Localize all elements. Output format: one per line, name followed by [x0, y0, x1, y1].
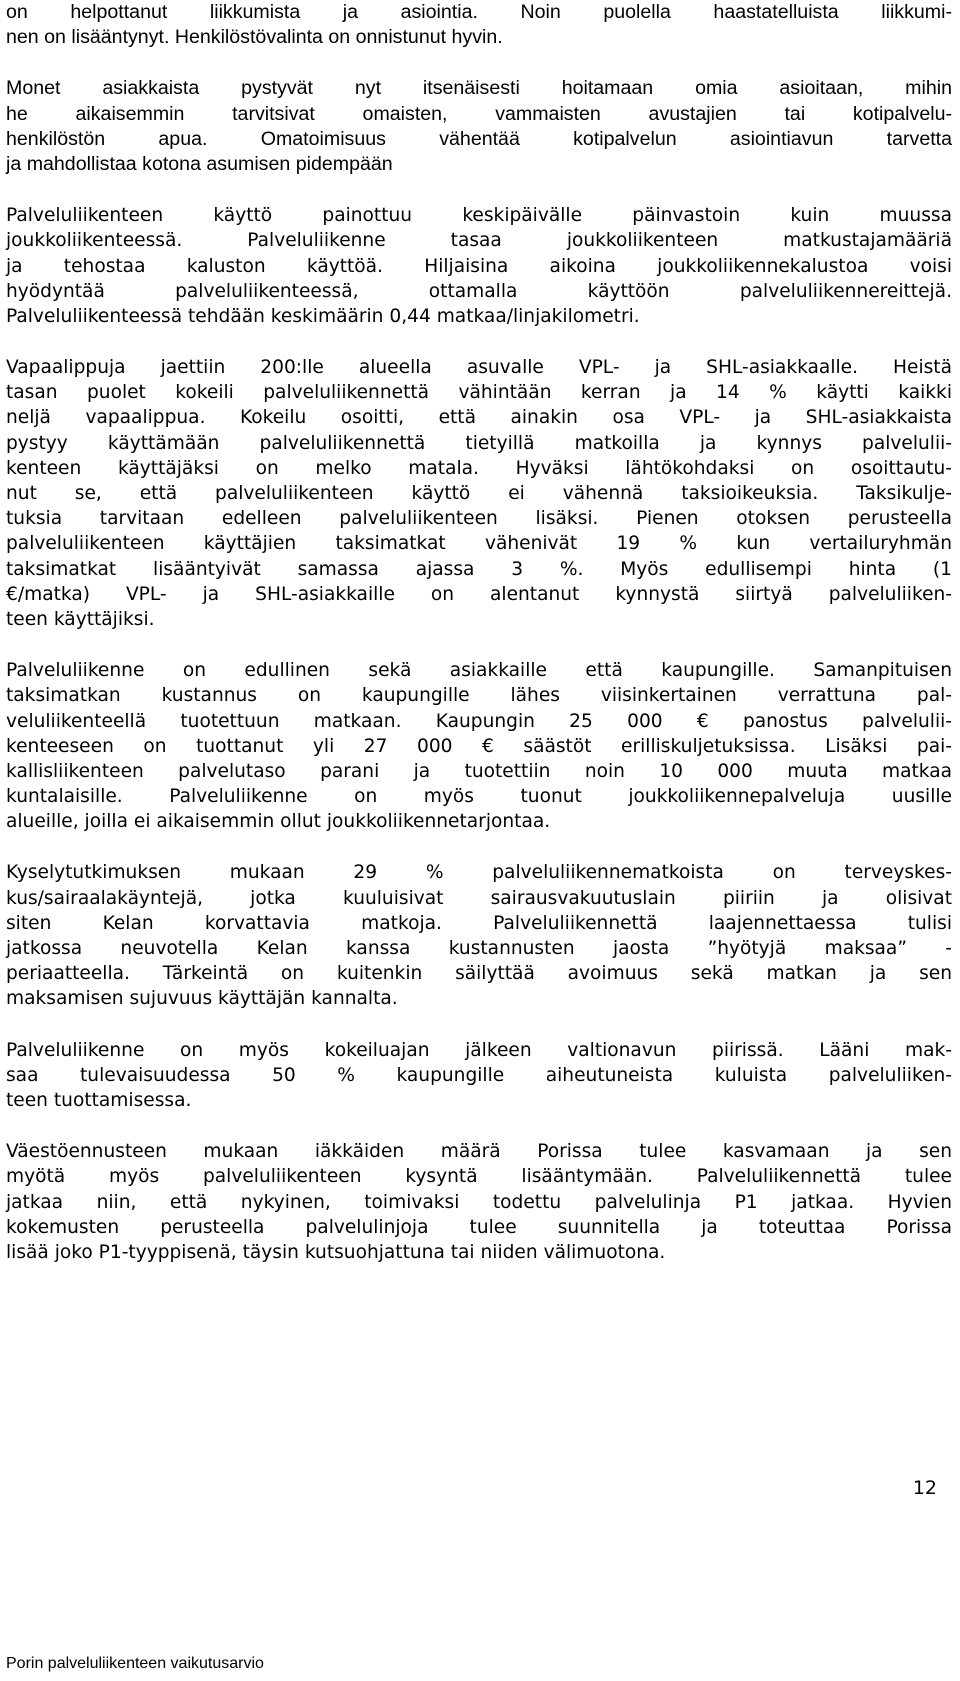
- text-line: taksimatkan kustannus on kaupungille lähes viisinkertainen verrattuna pal-: [6, 685, 952, 707]
- paragraph-spacing: [6, 329, 952, 355]
- text-line: maksamisen sujuvuus käyttäjän kannalta.: [6, 988, 398, 1010]
- text-line: taksimatkat lisääntyivät samassa ajassa 3 %. Myös edullisempi hinta (1: [6, 558, 952, 580]
- text-line: periaatteella. Tärkeintä on kuitenkin säilyttää avoimuus sekä matkan ja sen: [6, 963, 952, 985]
- text-line: kenteeseen on tuottanut yli 27 000 € säästöt erilliskuljetuksissa. Lisäksi pai-: [6, 735, 952, 757]
- text-line: veluliikenteellä tuotettuun matkaan. Kaupungin 25 000 € panostus palvelulii-: [6, 710, 952, 732]
- text-line: joukkoliikenteessä. Palveluliikenne tasaa joukkoliikenteen matkustajamääriä: [6, 230, 952, 252]
- text-line: jatkaa niin, että nykyinen, toimivaksi todettu palvelulinja P1 jatkaa. Hyvien: [6, 1191, 952, 1213]
- text-line: lisää joko P1-tyyppisenä, täysin kutsuohjattuna tai niiden välimuotona.: [6, 1241, 666, 1263]
- text-line: kuntalaisille. Palveluliikenne on myös tuonut joukkoliikennepalveluja uusille: [6, 786, 952, 808]
- page-footer: Porin palveluliikenteen vaikutusarvio: [6, 1655, 264, 1672]
- text-line: saa tulevaisuudessa 50 % kaupungille aiheutuneista kuluista palveluliiken-: [6, 1064, 952, 1086]
- document-body: [6, 0, 952, 1265]
- paragraph-spacing: [6, 834, 952, 860]
- paragraph-survey: [6, 860, 952, 1011]
- text-line: teen käyttäjiksi.: [6, 608, 155, 630]
- text-line: Palveluliikenteessä tehdään keskimäärin 0,44 matkaa/linjakilometri.: [6, 305, 640, 327]
- text-line: Palveluliikenteen käyttö painottuu keskipäivälle päinvastoin kuin muussa: [6, 205, 952, 227]
- paragraph-state-aid: [6, 1038, 952, 1114]
- paragraph-spacing: [6, 50, 952, 76]
- text-line: myötä myös palveluliikenteen kysyntä lisääntymään. Palveluliikennettä tulee: [6, 1166, 952, 1188]
- text-line: he aikaisemmin tarvitsivat omaisten, vammaisten avustajien tai kotipalvelu-: [6, 102, 952, 125]
- text-line: kallisliikenteen palvelutaso parani ja tuotettiin noin 10 000 muuta matkaa: [6, 760, 952, 782]
- text-line: kus/sairaalakäyntejä, jotka kuuluisivat sairausvakuutuslain piiriin ja olisivat: [6, 887, 952, 909]
- paragraph-spacing: [6, 1113, 952, 1139]
- text-line: tuksia tarvitaan edelleen palveluliikenteen lisäksi. Pienen otoksen perusteella: [6, 508, 952, 530]
- text-line: henkilöstön apua. Omatoimisuus vähentää kotipalvelun asiointiavun tarvetta: [6, 127, 952, 150]
- paragraph-independence: [6, 76, 952, 177]
- text-line: alueille, joilla ei aikaisemmin ollut joukkoliikennetarjontaa.: [6, 811, 551, 833]
- text-line: neljä vapaalippua. Kokeilu osoitti, että ainakin osa VPL- ja SHL-asiakkaista: [6, 407, 952, 429]
- text-line: kenteen käyttäjäksi on melko matala. Hyväksi lähtökohdaksi on osoittautu-: [6, 457, 952, 479]
- paragraph-usage-timing: [6, 203, 952, 329]
- text-line: teen tuottamisessa.: [6, 1089, 192, 1111]
- text-line: kokemusten perusteella palvelulinjoja tulee suunnitella ja toteuttaa Porissa: [6, 1216, 952, 1238]
- paragraph-spacing: [6, 632, 952, 658]
- text-line: Kyselytutkimuksen mukaan 29 % palveluliikennematkoista on terveyskes-: [6, 862, 952, 884]
- page-number: 12: [912, 1477, 937, 1499]
- text-line: ja mahdollistaa kotona asumisen pidempään: [6, 152, 393, 175]
- text-line: ja tehostaa kaluston käyttöä. Hiljaisina aikoina joukkoliikennekalustoa voisi: [6, 255, 952, 277]
- text-line: Palveluliikenne on myös kokeiluajan jälkeen valtionavun piirissä. Lääni mak-: [6, 1039, 952, 1061]
- paragraph-costs: [6, 658, 952, 834]
- paragraph-future: [6, 1139, 952, 1265]
- paragraph-spacing: [6, 1012, 952, 1038]
- text-line: jatkossa neuvotella Kelan kanssa kustannusten jaosta ”hyötyjä maksaa” -: [6, 938, 952, 959]
- text-line: Vapaalippuja jaettiin 200:lle alueella asuvalle VPL- ja SHL-asiakkaalle. Heistä: [6, 357, 952, 379]
- text-line: nen on lisääntynyt. Henkilöstövalinta on onnistunut hyvin.: [6, 26, 503, 49]
- text-line: Väestöennusteen mukaan iäkkäiden määrä Porissa tulee kasvamaan ja sen: [6, 1141, 952, 1163]
- text-line: €/matka) VPL- ja SHL-asiakkaille on alentanut kynnystä siirtyä palveluliiken-: [6, 583, 952, 605]
- text-line: tasan puolet kokeili palveluliikennettä vähintään kerran ja 14 % käytti kaikki: [6, 382, 952, 404]
- text-line: nut se, että palveluliikenteen käyttö ei vähennä taksioikeuksia. Taksikulje-: [6, 483, 952, 504]
- text-line: Monet asiakkaista pystyvät nyt itsenäisesti hoitamaan omia asioitaan, mihin: [6, 77, 952, 100]
- text-line: hyödyntää palveluliikenteessä, ottamalla käyttöön palveluliikennereittejä.: [6, 280, 952, 302]
- paragraph-spacing: [6, 177, 952, 203]
- text-line: Palveluliikenne on edullinen sekä asiakkaille että kaupungille. Samanpituisen: [6, 660, 952, 682]
- text-line: pystyy käyttämään palveluliikennettä tietyillä matkoilla ja kynnys palvelulii-: [6, 432, 952, 454]
- text-line: on helpottanut liikkumista ja asiointia. Noin puolella haastatelluista liikkumi-: [6, 1, 952, 23]
- text-line: siten Kelan korvattavia matkoja. Palveluliikennettä laajennettaessa tulisi: [6, 912, 952, 934]
- text-line: palveluliikenteen käyttäjien taksimatkat vähenivät 19 % kun vertailuryhmän: [6, 533, 952, 555]
- paragraph-intro-continuation: [6, 0, 952, 50]
- paragraph-free-tickets: [6, 355, 952, 632]
